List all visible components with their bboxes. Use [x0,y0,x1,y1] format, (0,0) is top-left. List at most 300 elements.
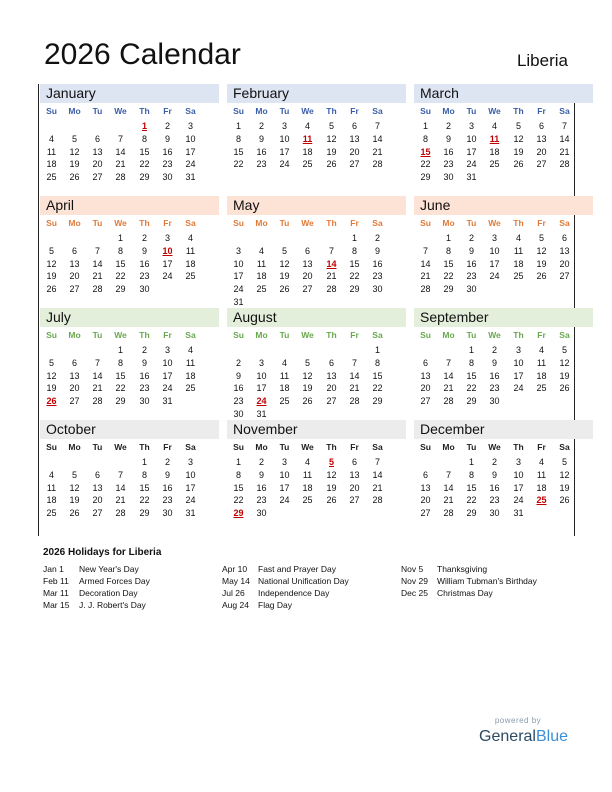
day-cell: 14 [372,133,383,144]
day-cell: 12 [46,370,57,381]
holiday-day-cell: 29 [233,508,244,519]
weekday-label: Sa [559,218,570,228]
holiday-name: Decoration Day [79,588,138,598]
holiday-name: William Tubman's Birthday [437,576,537,586]
day-cell: 15 [233,146,244,157]
day-cell: 8 [117,245,123,256]
weekday-label: Su [233,442,244,452]
day-cell: 14 [115,482,126,493]
day-cell: 24 [233,284,244,295]
holiday-name: Fast and Prayer Day [258,564,336,574]
day-cell: 28 [326,284,337,295]
weekday-label: Th [139,218,150,228]
day-cell: 16 [139,370,150,381]
day-cell: 23 [372,271,383,282]
day-cell: 30 [489,508,500,519]
day-cell: 2 [374,233,380,243]
day-cell: 29 [115,396,126,407]
day-cell: 12 [69,146,80,157]
weekday-label: Th [513,106,524,116]
day-cell: 8 [468,469,474,480]
day-cell: 5 [281,245,287,256]
brand-name-part1: General [479,728,536,745]
day-cell: 22 [466,383,477,394]
day-cell: 15 [443,258,454,269]
day-cell: 13 [420,482,431,493]
day-cell: 31 [256,409,267,419]
day-cell: 18 [46,159,57,170]
weekday-label: We [301,106,314,116]
weekday-label: Th [513,442,524,452]
day-cell: 27 [92,172,103,183]
month-name: December [420,421,485,437]
day-cell: 12 [536,245,547,256]
month-august [227,308,406,420]
day-cell: 7 [94,357,100,368]
month-header [227,196,406,215]
day-cell: 1 [141,457,147,467]
holiday-day-cell: 24 [256,396,267,407]
day-cell: 22 [372,383,383,394]
day-cell: 22 [115,271,126,282]
month-header [40,196,219,215]
day-cell: 25 [279,396,290,407]
day-cell: 25 [489,159,500,170]
day-cell: 26 [559,383,570,394]
month-april [40,196,219,308]
day-cell: 7 [561,121,567,131]
day-cell: 9 [491,357,497,368]
weekday-label: Th [139,442,150,452]
holiday-list-item [43,576,213,588]
day-cell: 13 [92,482,103,493]
holiday-date: Nov 29 [401,576,428,586]
holiday-day-cell: 5 [328,457,334,467]
day-cell: 17 [233,271,244,282]
month-header [40,308,219,327]
month-header [414,196,593,215]
page-title: 2026 Calendar [44,38,241,71]
day-cell: 14 [443,482,454,493]
day-cell: 1 [235,121,241,131]
month-name: September [420,309,489,325]
weekday-label: Tu [466,106,477,116]
day-cell: 30 [233,409,244,419]
day-cell: 8 [117,357,123,368]
day-cell: 27 [420,396,431,407]
day-cell: 13 [349,133,360,144]
day-cell: 6 [304,245,310,256]
day-cell: 13 [349,469,360,480]
day-cell: 17 [162,258,173,269]
day-cell: 22 [466,495,477,506]
day-cell: 19 [326,482,337,493]
day-cell: 24 [185,495,196,506]
day-cell: 5 [538,233,544,243]
day-cell: 12 [69,482,80,493]
day-cell: 10 [466,133,477,144]
day-cell: 30 [372,284,383,295]
weekday-label: Mo [442,330,455,340]
calendar-grid [38,84,575,536]
weekday-label: Mo [255,218,268,228]
weekday-label: Mo [442,442,455,452]
day-cell: 6 [71,357,77,368]
day-cell: 2 [141,233,147,243]
day-cell: 22 [233,495,244,506]
day-cell: 26 [302,396,313,407]
weekday-label: Th [326,106,337,116]
day-cell: 12 [513,133,524,144]
month-header [40,84,219,103]
day-cell: 2 [491,457,497,467]
day-cell: 5 [48,245,54,256]
day-cell: 31 [185,172,196,183]
day-cell: 7 [374,121,380,131]
day-cell: 1 [445,233,451,243]
day-cell: 27 [92,508,103,519]
month-name: January [46,85,96,101]
day-cell: 23 [162,159,173,170]
holiday-date: Mar 11 [43,588,69,598]
holiday-date: Jul 26 [222,588,245,598]
day-cell: 10 [233,258,244,269]
holiday-list-item [401,588,571,600]
day-cell: 27 [420,508,431,519]
day-cell: 16 [489,370,500,381]
holiday-list-item [222,564,392,576]
day-cell: 13 [92,146,103,157]
day-cell: 15 [139,146,150,157]
weekday-label: Tu [279,442,290,452]
day-cell: 29 [139,172,150,183]
holiday-day-cell: 11 [302,133,313,144]
day-cell: 10 [513,357,524,368]
day-cell: 23 [256,495,267,506]
day-cell: 2 [445,121,451,131]
day-cell: 20 [92,159,103,170]
month-header [227,84,406,103]
holiday-name: Flag Day [258,600,293,610]
weekday-label: Tu [92,442,103,452]
day-cell: 25 [302,159,313,170]
day-cell: 31 [513,508,524,519]
day-cell: 22 [349,271,360,282]
day-cell: 15 [349,258,360,269]
month-june [414,196,593,308]
day-cell: 4 [48,133,54,144]
day-cell: 9 [258,133,264,144]
weekday-label: Th [139,330,150,340]
day-cell: 26 [69,172,80,183]
month-name: May [233,197,260,213]
day-cell: 1 [117,233,123,243]
weekday-label: Sa [372,330,383,340]
country-label: Liberia [516,51,568,70]
day-cell: 25 [185,383,196,394]
weekday-label: We [301,442,314,452]
day-cell: 3 [164,345,170,355]
day-cell: 16 [256,146,267,157]
weekday-label: Tu [466,330,477,340]
day-cell: 3 [164,233,170,243]
day-cell: 18 [513,258,524,269]
month-name: November [233,421,298,437]
day-cell: 4 [538,457,544,467]
day-cell: 30 [489,396,500,407]
day-cell: 7 [445,469,451,480]
day-cell: 1 [235,457,241,467]
weekday-label: Tu [466,442,477,452]
day-cell: 26 [536,271,547,282]
weekday-label: We [114,330,127,340]
day-cell: 19 [559,370,570,381]
day-cell: 2 [258,121,264,131]
month-february [227,84,406,196]
day-cell: 17 [489,258,500,269]
month-october [40,420,219,532]
day-cell: 3 [187,121,193,131]
day-cell: 12 [559,357,570,368]
day-cell: 23 [443,159,454,170]
holiday-date: Dec 25 [401,588,428,598]
month-name: February [233,85,290,101]
holiday-name: National Unification Day [258,576,349,586]
day-cell: 24 [162,271,173,282]
month-name: March [420,85,459,101]
weekday-label: Sa [372,106,383,116]
weekday-label: Mo [255,442,268,452]
day-cell: 31 [233,297,244,307]
day-cell: 22 [115,383,126,394]
weekday-label: Su [46,218,57,228]
day-cell: 17 [279,146,290,157]
day-cell: 29 [443,284,454,295]
day-cell: 21 [349,383,360,394]
holiday-list-item [222,588,392,600]
day-cell: 29 [115,284,126,295]
holiday-date: Feb 11 [43,576,69,586]
day-cell: 5 [561,345,567,355]
day-cell: 1 [468,457,474,467]
day-cell: 25 [185,271,196,282]
day-cell: 9 [141,245,147,256]
day-cell: 23 [489,495,500,506]
holiday-list-item [222,576,392,588]
day-cell: 3 [258,357,264,368]
holiday-date: Nov 5 [401,564,424,574]
day-cell: 22 [139,159,150,170]
month-november [227,420,406,532]
day-cell: 17 [513,482,524,493]
day-cell: 28 [372,495,383,506]
day-cell: 11 [46,146,57,157]
month-name: July [46,309,71,325]
day-cell: 4 [515,233,521,243]
day-cell: 4 [281,357,287,368]
day-cell: 16 [162,482,173,493]
day-cell: 24 [466,159,477,170]
day-cell: 12 [559,469,570,480]
weekday-label: Su [233,106,244,116]
holiday-name: Christmas Day [437,588,493,598]
day-cell: 28 [115,508,126,519]
day-cell: 29 [466,396,477,407]
day-cell: 7 [328,245,334,256]
day-cell: 5 [515,121,521,131]
day-cell: 28 [92,284,103,295]
day-cell: 5 [328,121,334,131]
day-cell: 17 [185,146,196,157]
day-cell: 21 [115,495,126,506]
day-cell: 24 [279,159,290,170]
weekday-label: Su [46,106,57,116]
weekday-label: Su [233,218,244,228]
day-cell: 15 [139,482,150,493]
day-cell: 5 [561,457,567,467]
day-cell: 26 [513,159,524,170]
holiday-column-2 [222,564,392,612]
holiday-name: Thanksgiving [437,564,488,574]
day-cell: 25 [302,495,313,506]
day-cell: 26 [69,508,80,519]
weekday-label: Th [139,106,150,116]
day-cell: 2 [468,233,474,243]
holiday-name: J. J. Robert's Day [79,600,146,610]
weekday-label: Th [326,442,337,452]
weekday-label: Mo [255,330,268,340]
month-header [227,308,406,327]
day-cell: 12 [302,370,313,381]
day-cell: 7 [422,245,428,256]
day-cell: 27 [559,271,570,282]
weekday-label: We [488,442,501,452]
day-cell: 7 [445,357,451,368]
holiday-date: Aug 24 [222,600,249,610]
holiday-date: Mar 15 [43,600,70,610]
weekday-label: We [488,106,501,116]
weekday-label: We [301,330,314,340]
weekday-label: We [114,218,127,228]
month-january [40,84,219,196]
holiday-list-item [43,564,213,576]
day-cell: 29 [349,284,360,295]
day-cell: 24 [513,495,524,506]
month-header [414,84,593,103]
day-cell: 3 [515,457,521,467]
holiday-day-cell: 25 [536,495,547,506]
day-cell: 23 [139,383,150,394]
day-cell: 14 [92,370,103,381]
day-cell: 28 [443,508,454,519]
day-cell: 8 [374,357,380,368]
weekday-label: Tu [466,218,477,228]
holiday-name: New Year's Day [79,564,139,574]
day-cell: 11 [302,469,313,480]
day-cell: 20 [69,271,80,282]
weekday-label: Fr [350,106,359,116]
day-cell: 15 [233,482,244,493]
day-cell: 13 [536,133,547,144]
weekday-label: Fr [163,218,172,228]
day-cell: 15 [466,370,477,381]
day-cell: 20 [349,482,360,493]
day-cell: 22 [443,271,454,282]
day-cell: 12 [326,133,337,144]
weekday-label: Sa [185,106,196,116]
weekday-label: Sa [185,330,196,340]
day-cell: 9 [468,245,474,256]
weekday-label: Mo [68,106,81,116]
day-cell: 23 [233,396,244,407]
holiday-day-cell: 15 [420,146,431,157]
day-cell: 1 [374,345,380,355]
day-cell: 9 [445,133,451,144]
day-cell: 8 [445,245,451,256]
day-cell: 18 [536,370,547,381]
day-cell: 8 [235,469,241,480]
day-cell: 19 [69,159,80,170]
day-cell: 4 [48,469,54,480]
day-cell: 14 [420,258,431,269]
day-cell: 25 [513,271,524,282]
holidays-title: 2026 Holidays for Liberia [43,547,162,558]
weekday-label: Mo [442,218,455,228]
day-cell: 13 [326,370,337,381]
day-cell: 11 [513,245,524,256]
day-cell: 30 [256,508,267,519]
weekday-label: Th [513,330,524,340]
day-cell: 21 [92,383,103,394]
day-cell: 6 [71,245,77,256]
day-cell: 11 [185,357,196,368]
day-cell: 30 [162,172,173,183]
day-cell: 17 [185,482,196,493]
day-cell: 13 [69,258,80,269]
brand-name-part2: Blue [535,728,568,745]
day-cell: 14 [559,133,570,144]
day-cell: 15 [372,370,383,381]
day-cell: 28 [92,396,103,407]
day-cell: 23 [489,383,500,394]
day-cell: 13 [302,258,313,269]
day-cell: 3 [281,121,287,131]
weekday-label: Fr [537,106,546,116]
day-cell: 29 [420,172,431,183]
day-cell: 16 [466,258,477,269]
day-cell: 26 [279,284,290,295]
day-cell: 31 [162,396,173,407]
day-cell: 21 [443,383,454,394]
day-cell: 11 [536,469,547,480]
day-cell: 6 [422,357,428,368]
month-name: April [46,197,75,213]
weekday-label: We [114,106,127,116]
day-cell: 4 [187,233,193,243]
day-cell: 15 [115,370,126,381]
weekday-label: Su [420,442,431,452]
day-cell: 27 [69,284,80,295]
month-december [414,420,593,532]
day-cell: 26 [559,495,570,506]
weekday-label: Sa [185,218,196,228]
day-cell: 9 [164,469,170,480]
day-cell: 9 [235,370,241,381]
day-cell: 16 [233,383,244,394]
day-cell: 14 [443,370,454,381]
day-cell: 14 [115,146,126,157]
day-cell: 19 [302,383,313,394]
